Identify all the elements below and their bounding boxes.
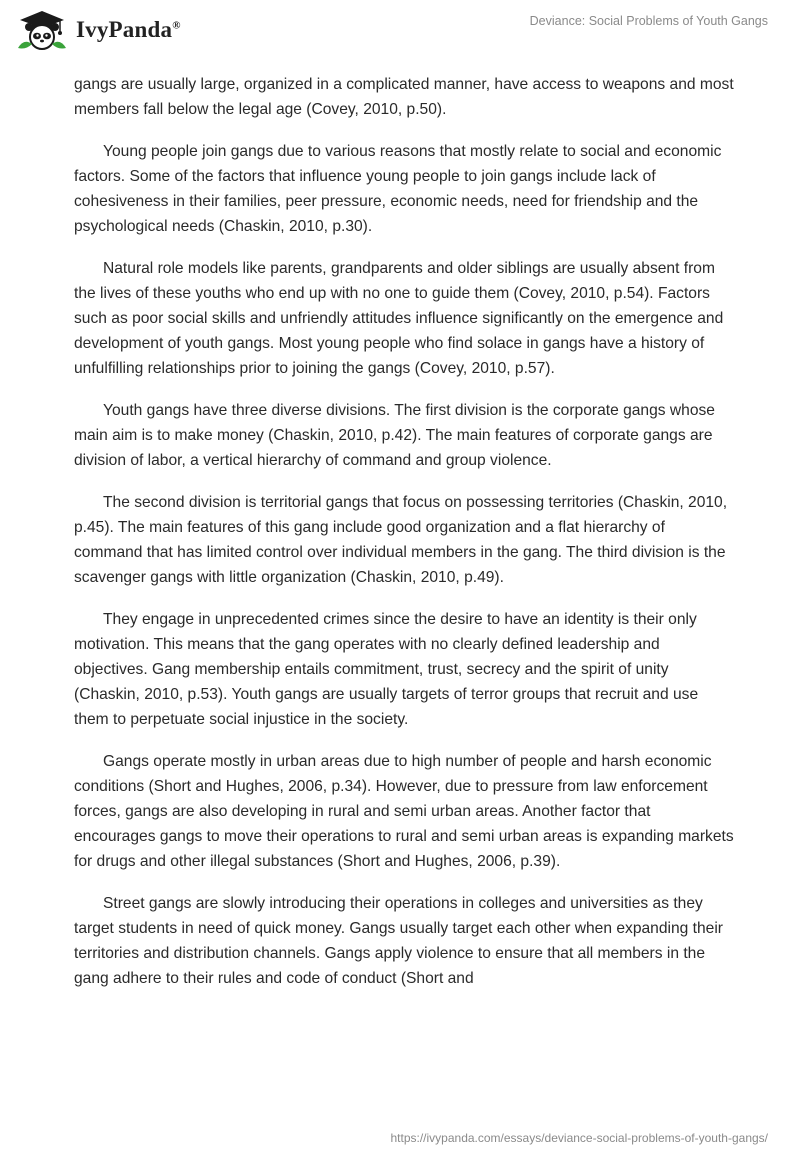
page-header	[0, 0, 800, 60]
brand-logo[interactable]	[14, 8, 181, 52]
paragraph: gangs are usually large, organized in a complicated manner, have access to weapons and most members fall below the legal age (Covey, 2010, p.50).	[74, 76, 734, 118]
paragraph: Street gangs are slowly introducing their operations in colleges and universities as they target students in need of quick money. Gangs usually target each other when expanding their territories and distribution channels. Gangs apply violence to ensure that all members in the gang adhere to their rules and code of conduct (Short and	[74, 895, 723, 987]
paragraph: Natural role models like parents, grandparents and older siblings are usually absent from the lives of these youths who end up with no one to guide them (Covey, 2010, p.54). Factors such as poor social skills and unfriendly attitudes influence significantly on the emergence and development of youth gangs. Most young people who find solace in gangs have a history of unfulfilling relationships prior to joining the gangs (Covey, 2010, p.57).	[74, 260, 724, 377]
paragraph: Youth gangs have three diverse divisions. The first division is the corporate gangs whose main aim is to make money (Chaskin, 2010, p.42). The main features of corporate gangs are division of labor, a vertical hierarchy of command and group violence.	[74, 402, 715, 469]
paragraph: Young people join gangs due to various reasons that mostly relate to social and economic factors. Some of the factors that influence young people to join gangs include lack of cohesiveness in their families, peer pressure, economic needs, need for friendship and the psychological needs (Chaskin, 2010, p.30).	[74, 143, 722, 235]
document-title: Deviance: Social Problems of Youth Gangs	[529, 14, 768, 28]
essay-body	[74, 72, 734, 1008]
brand-name: IvyPanda®	[76, 17, 181, 42]
paragraph: Gangs operate mostly in urban areas due to high number of people and harsh economic conditions (Short and Hughes, 2006, p.34). However, due to pressure from law enforcement forces, gangs are also developing in rural and semi urban areas. Another factor that encourages gangs to move their operations to rural and semi urban areas is expanding markets for drugs and other illegal substances (Short and Hughes, 2006, p.39).	[74, 753, 734, 870]
paragraph: They engage in unprecedented crimes since the desire to have an identity is their only motivation. This means that the gang operates with no clearly defined leadership and objectives. Gang membership entails commitment, trust, secrecy and the spirit of unity (Chaskin, 2010, p.53). Youth gangs are usually targets of terror groups that recruit and use them to perpetuate social injustice in the society.	[74, 611, 699, 728]
paragraph: The second division is territorial gangs that focus on possessing territories (Chaskin, 2010, p.45). The main features of this gang include good organization and a flat hierarchy of command that has limited control over individual members in the gang. The third division is the scavenger gangs with little organization (Chaskin, 2010, p.49).	[74, 494, 728, 586]
source-url[interactable]: https://ivypanda.com/essays/deviance-social-problems-of-youth-gangs/	[390, 1131, 768, 1145]
panda-graduation-icon	[14, 8, 70, 52]
